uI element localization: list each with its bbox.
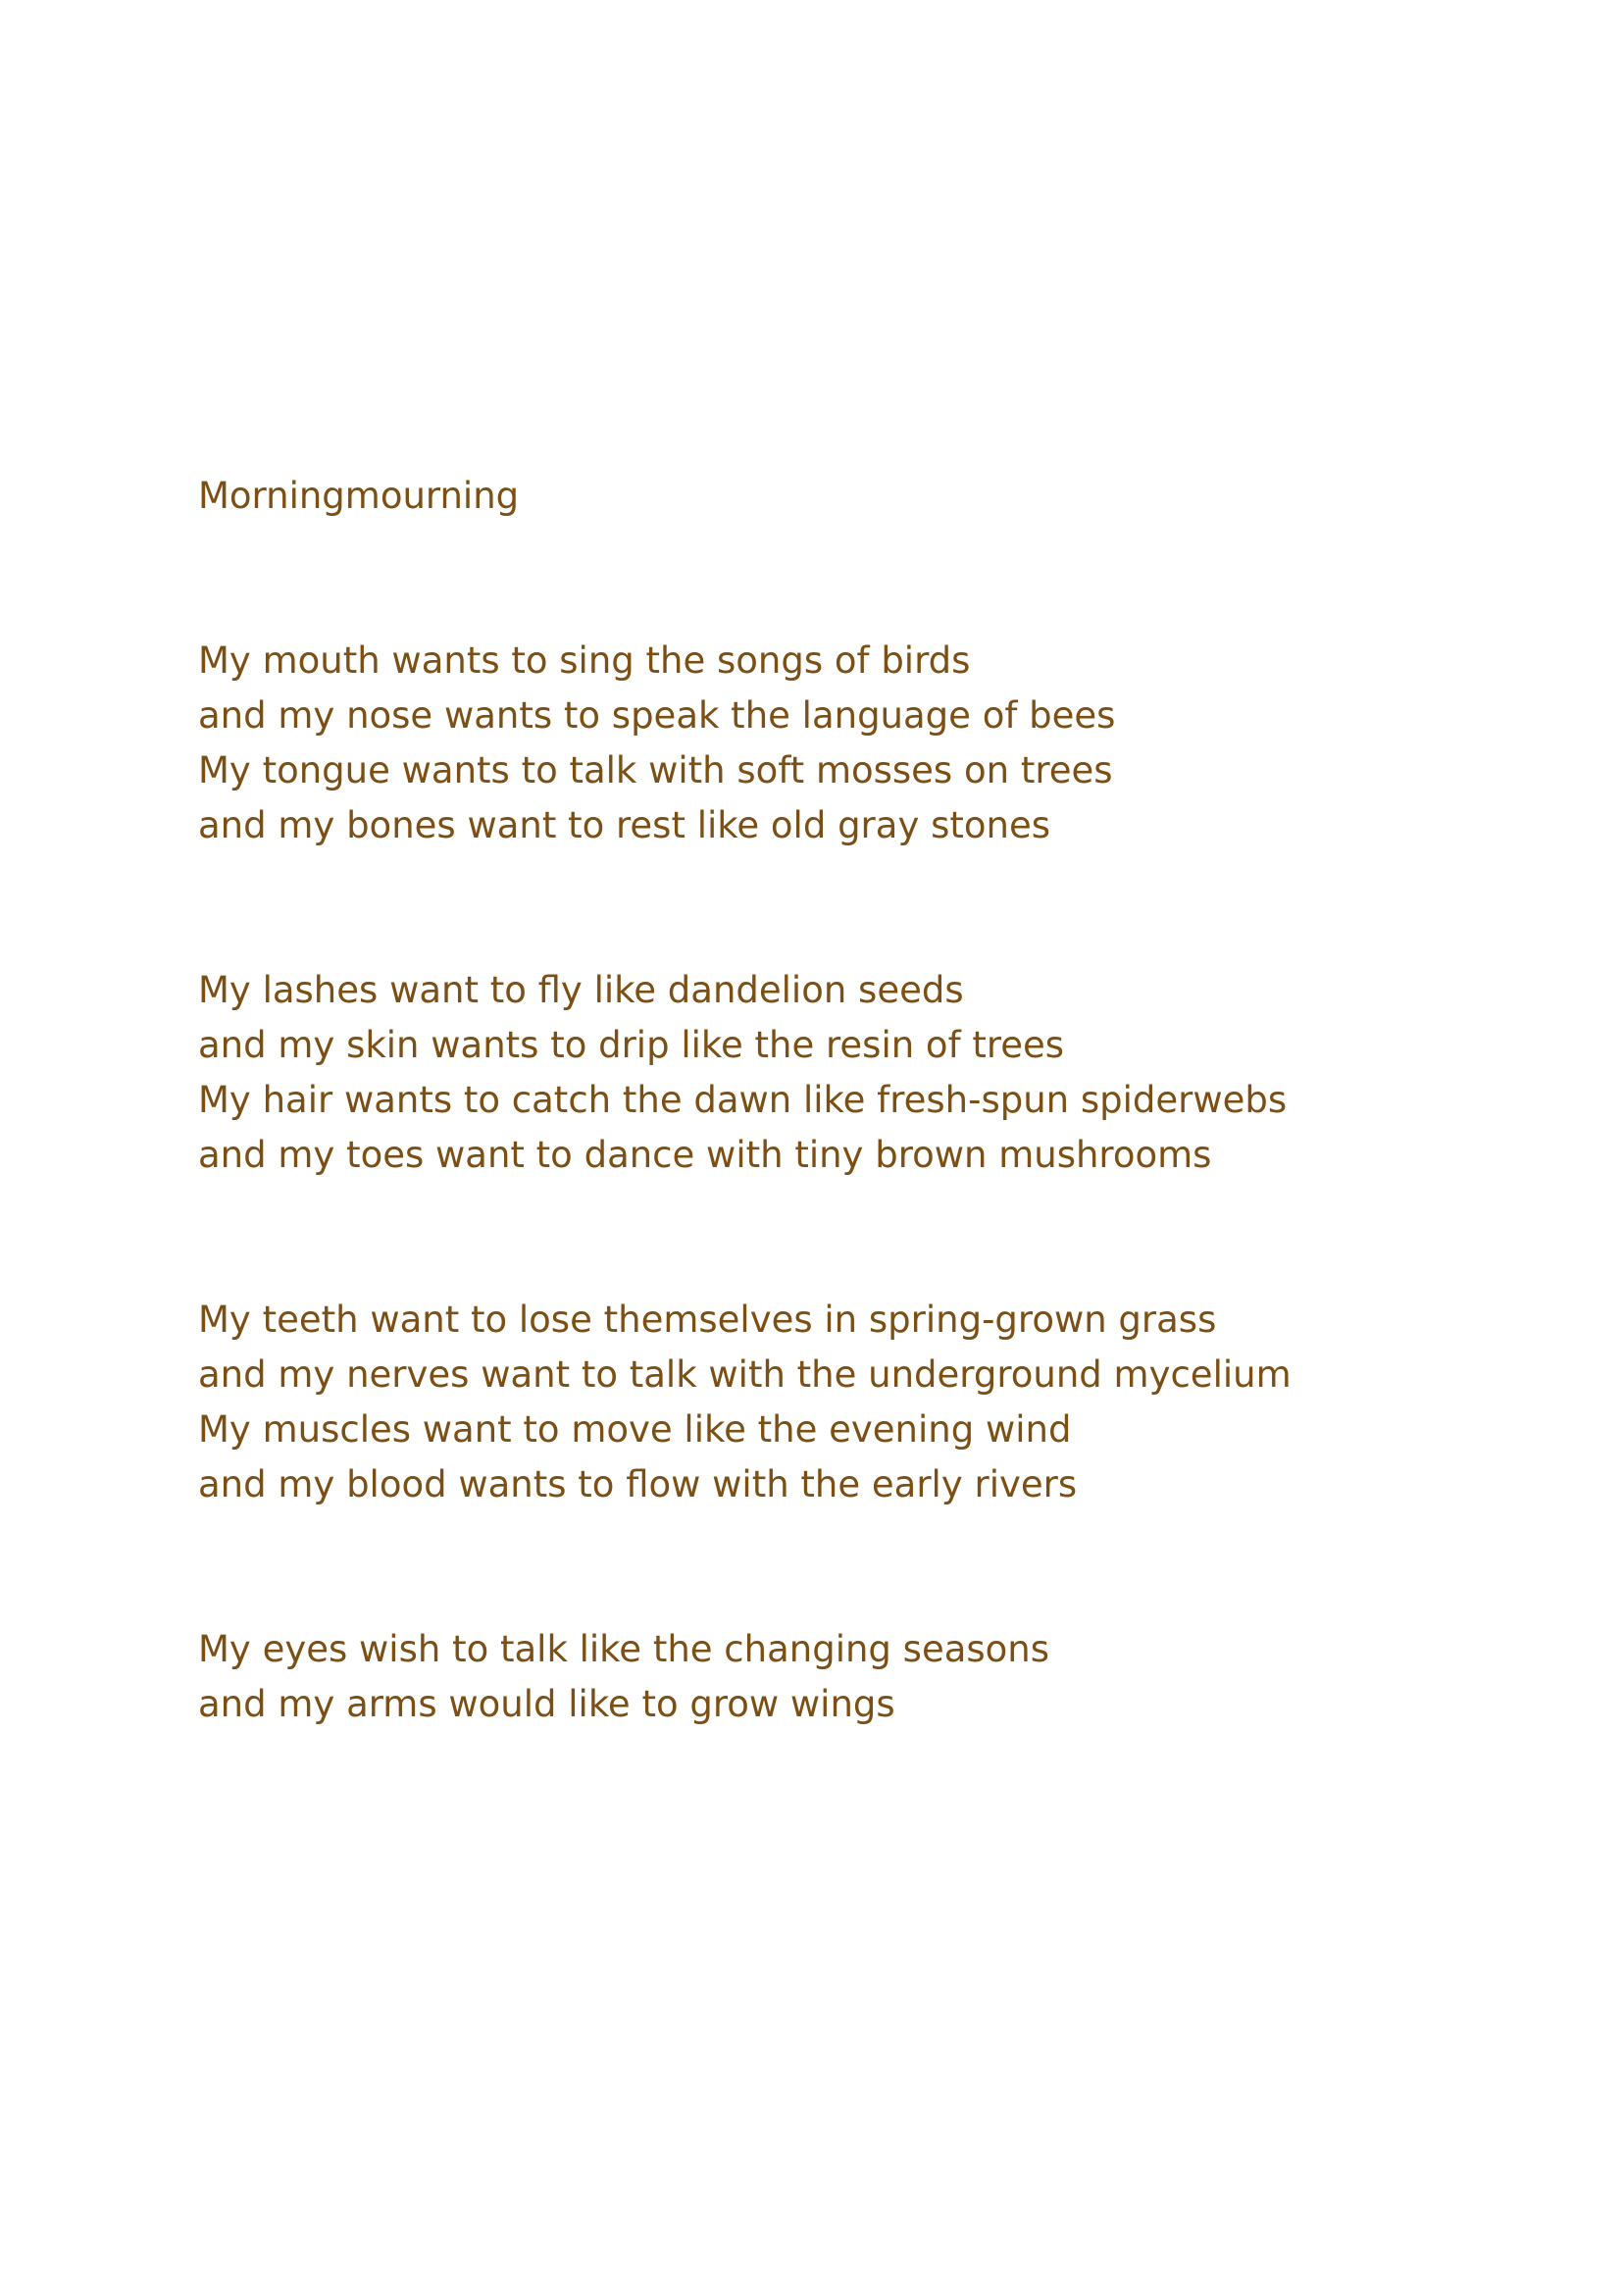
poem xyxy=(198,469,1473,1842)
stanza-4 xyxy=(198,1622,1473,1732)
stanza-2 xyxy=(198,963,1473,1183)
poem-line: and my bones want to rest like old gray stones xyxy=(198,804,1051,846)
poem-line: and my skin wants to drip like the resin of trees xyxy=(198,1024,1065,1066)
poem-line: My hair wants to catch the dawn like fresh-spun spiderwebs xyxy=(198,1079,1288,1121)
stanza-1 xyxy=(198,634,1473,853)
poem-title: Morningmourning xyxy=(198,475,520,517)
poem-line: My tongue wants to talk with soft mosses on trees xyxy=(198,749,1113,791)
poem-line: and my blood wants to flow with the early rivers xyxy=(198,1463,1078,1505)
poem-line: My eyes wish to talk like the changing seasons xyxy=(198,1628,1050,1670)
poem-line: and my toes want to dance with tiny brown mushrooms xyxy=(198,1134,1212,1176)
stanza-list xyxy=(198,634,1473,1732)
stanza-3 xyxy=(198,1293,1473,1512)
poem-line: and my nerves want to talk with the underground mycelium xyxy=(198,1353,1292,1396)
poem-line: My mouth wants to sing the songs of birds xyxy=(198,639,971,682)
poem-line: My muscles want to move like the evening wind xyxy=(198,1408,1072,1451)
poem-line: My lashes want to fly like dandelion seeds xyxy=(198,969,964,1011)
poem-line: My teeth want to lose themselves in spring-grown grass xyxy=(198,1299,1217,1341)
poem-line: and my arms would like to grow wings xyxy=(198,1683,895,1725)
poem-line: and my nose wants to speak the language of bees xyxy=(198,694,1116,737)
